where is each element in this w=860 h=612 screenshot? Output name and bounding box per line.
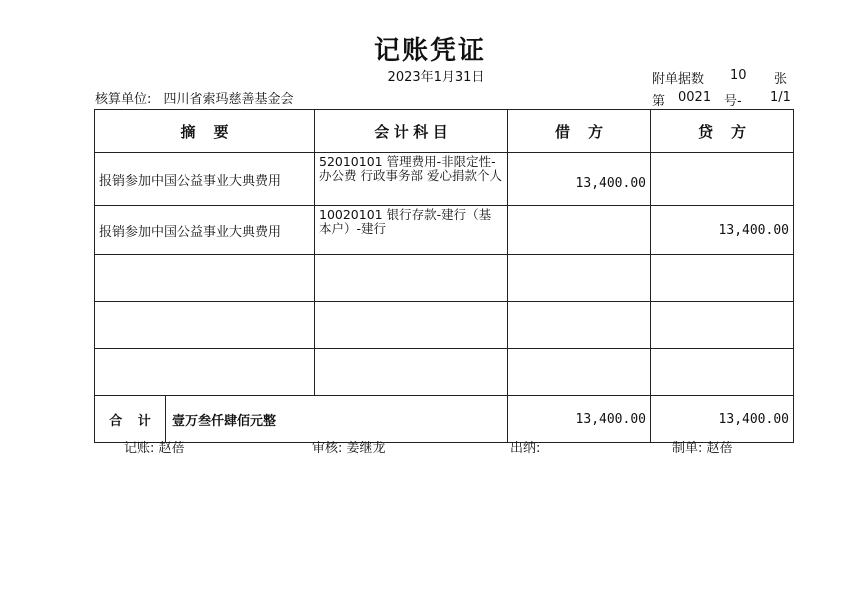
accounting-unit	[95, 88, 294, 107]
signature-auditor: 审核: 姜继龙	[312, 441, 386, 456]
row-debit	[508, 255, 651, 302]
total-label: 合计	[95, 396, 166, 442]
total-cell	[95, 396, 508, 443]
row-credit	[651, 255, 794, 302]
signature-cashier: 出纳:	[510, 441, 541, 456]
table-row	[95, 255, 794, 302]
attachment-count-value: 10	[730, 68, 747, 83]
voucher-number-value: 0021	[678, 90, 712, 105]
accounting-unit-value: 四川省索玛慈善基金会	[163, 92, 294, 107]
row-summary: 报销参加中国公益事业大典费用	[95, 153, 315, 206]
attachment-count	[652, 68, 788, 87]
voucher-table	[94, 109, 794, 443]
voucher-date: 2023年1月31日	[387, 70, 485, 85]
attachment-count-label: 附单据数	[652, 72, 705, 87]
table-row	[95, 153, 794, 206]
row-summary	[95, 349, 315, 396]
row-summary	[95, 302, 315, 349]
voucher-page: 1/1	[770, 90, 791, 105]
table-row	[95, 349, 794, 396]
voucher-title: 记账凭证	[373, 36, 486, 66]
row-debit	[508, 349, 651, 396]
header-summary: 摘要	[95, 110, 315, 153]
signature-bookkeeper: 记账: 赵蓓	[124, 441, 185, 456]
total-debit: 13,400.00	[508, 396, 651, 443]
accounting-unit-label: 核算单位:	[95, 92, 152, 107]
row-account	[315, 349, 508, 396]
row-debit	[508, 302, 651, 349]
table-header-row	[95, 110, 794, 153]
row-credit: 13,400.00	[651, 206, 794, 255]
row-summary: 报销参加中国公益事业大典费用	[95, 206, 315, 255]
row-account	[315, 302, 508, 349]
total-row	[95, 396, 794, 443]
row-summary	[95, 255, 315, 302]
signature-maker: 制单: 赵蓓	[672, 441, 733, 456]
voucher-number-prefix: 第	[652, 94, 666, 109]
row-account: 52010101 管理费用-非限定性-办公费 行政事务部 爱心捐款个人	[315, 153, 508, 206]
row-account: 10020101 银行存款-建行（基本户）-建行	[315, 206, 508, 255]
attachment-count-unit: 张	[774, 72, 788, 87]
total-amount-words: 壹万叁仟肆佰元整	[172, 413, 277, 429]
total-credit: 13,400.00	[651, 396, 794, 443]
voucher-number	[652, 90, 791, 109]
row-credit	[651, 302, 794, 349]
row-debit	[508, 206, 651, 255]
row-debit: 13,400.00	[508, 153, 651, 206]
row-account	[315, 255, 508, 302]
table-row	[95, 206, 794, 255]
table-row	[95, 302, 794, 349]
voucher-number-suffix: 号-	[724, 94, 742, 109]
header-credit: 贷方	[651, 110, 794, 153]
row-credit	[651, 349, 794, 396]
header-account: 会计科目	[315, 110, 508, 153]
row-credit	[651, 153, 794, 206]
header-debit: 借方	[508, 110, 651, 153]
